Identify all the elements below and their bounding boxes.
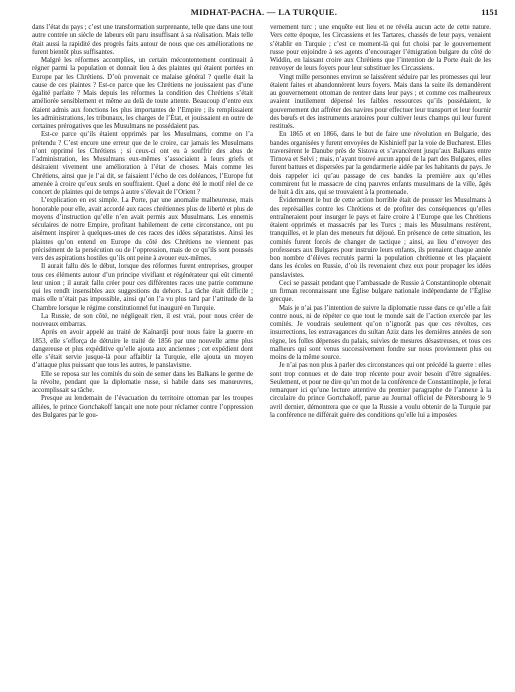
paragraph: vernement turc ; une enquête eut lieu et ne révéla aucun acte de cette nature. Vers cette époque, les Circassiens et les Tartares, chassés de leur pays, venaient s’établir en Turquie ; c’est ce moment-là qui fut choisi par le gouvernement russe pour enjoindre à ses agents d’encourager l’émigration bulgare du côté de Widdin, en laissant croire aux Chrétiens que l’intention de la Porte était de les renvoyer de leurs foyers pour leur substituer les Circassiens. [270,24,491,73]
paragraph: Est-ce parce qu’ils étaient opprimés par les Musulmans, comme on l’a prétendu ? C’est encore une erreur que de le croire, car jamais les Musulmans n’ont opprimé les Chrétiens ; si ceux-ci ont eu à souffrir des abus de l’administration, les Musulmans eux-mêmes s’associaient à leurs griefs et désiraient vivement une amélioration à l’état de choses. Mais comme les Chrétiens, ainsi que je l’ai dit, se faisaient l’écho de ces doléances, l’Europe fut amenée à croire qu’eux seuls en souffraient. Quel a donc été le motif réel de ce concert de plaintes qui de temps à autre s’élevait de l’Orient ? [32,131,253,196]
paragraph: Elle se reposa sur les comités du soin de semer dans les Balkans le germe de la révolte, pendant que la diplomatie russe, si habile dans ses manœuvres, accomplissait sa tâche. [32,370,253,394]
paragraph: Je n’ai pas non plus à parler des circonstances qui ont précédé la guerre : elles sont trop connues et de date trop récente pour avoir besoin d’être signalées. Seulement, et pour ne dire qu’un mot de la conférence de Constantinople, je ferai remarquer ici qu’une lecture attentive du premier paragraphe de l’annexe à la circulaire du prince Gortchakoff, parue au Journal officiel de Pétersbourg le 9 avril dernier, démontrera que ce que la Russie a voulu obtenir de la Turquie par la conférence ne différait guère des conditions qu’elle lui a imposées [270,362,491,419]
paragraph: Vingt mille personnes environ se laissèrent séduire par les promesses qui leur étaient faites et abandonnèrent leurs foyers. Mais dans la suite ils demandèrent au gouvernement ottoman de rentrer dans leur pays ; et comme ces malheureux avaient inutilement dépensé les faibles ressources qu’ils possédaient, le gouvernement dut affréter des navires pour effectuer leur transport et leur fournir des bœufs et des instruments aratoires pour cultiver leurs champs qui leur furent restitués. [270,73,491,130]
left-column [32,24,253,684]
paragraph: Évidemment le but de cette action horrible était de pousser les Musulmans à des représailles contre les Chrétiens et de profiter des conséquences qu’elles entraîneraient pour insurger le pays et faire croire à l’Europe que les Chrétiens étaient opprimés et massacrés par les Turcs ; mais les Musulmans restèrent, tranquilles, et le plan des meneurs fut déjoué. En présence de cette situation, les comités furent forcés de changer de tactique ; ainsi, au lieu d’envoyer des professeurs aux Bulgares pour instruire leurs enfants, ils prenaient chaque année bon nombre d’élèves recrutés parmi la population chrétienne et les plaçaient dans les écoles en Russie, d’où ils revenaient chez eux pour propager les idées panslavistes. [270,197,491,279]
paragraph: La Russie, de son côté, ne négligeait rien, il est vrai, pour nous créer de nouveaux embarras. [32,312,253,328]
page-number: 1151 [481,7,498,17]
running-title: MIDHAT-PACHA. — LA TURQUIE. [190,7,338,17]
paragraph: Il aurait fallu dès le début, lorsque des réformes furent entreprises, grouper tous ces éléments autour d’un principe vivifiant et régénérateur qui eût cimenté leur union ; il aurait fallu créer pour ces différentes races une patrie commune qui les rendît insensibles aux suggestions du dehors. La tâche était difficile ; mais elle n’était pas impossible, ainsi qu’on l’a vu plus tard par l’attitude de la Chambre lorsque le régime constitutionnel fut inauguré en Turquie. [32,263,253,312]
paragraph: dans l’état du pays ; c’est une transformation surprenante, telle que dans une tout autre contrée un siècle de labeurs eût paru insuffisant à sa réalisation. Mais telle était aussi la rapidité des progrès faits autour de nous que ces améliorations ne furent bientôt plus suffisantes. [32,24,253,56]
paragraph: Mais je n’ai pas l’intention de suivre la diplomatie russe dans ce qu’elle a fait contre nous, ni de répéter ce que tout le monde sait de l’action exercée par les comités. Je voudrais seulement qu’on n’ignorât pas que ces révoltes, ces insurrections, les extravagances du sultan Aziz dans les dernières années de son règne, les folles dépenses du palais, suivies de mesures désastreuses, et tous ces malheurs qui sont venus successivement fondre sur nous proviennent plus ou moins de la même source. [270,304,491,361]
paragraph: Ceci se passait pendant que l’ambassade de Russie à Constantinople obtenait un firman reconnaissant une Église bulgare nationale indépendante de l’Église grecque. [270,279,491,304]
right-column [270,24,491,684]
running-header [30,7,498,19]
paragraph: En 1865 et en 1866, dans le but de faire une révolution en Bulgarie, des bandes organisées y furent envoyées de Kishinieff par la voie de Bucharest. Elles traversèrent le Danube près de Sistova et s’avancèrent jusqu’aux Balkans entre Tirnova et Selvi ; mais, n’ayant trouvé aucun appui de la part des Bulgares, elles furent battues et dispersées par la gendarmerie aidée par les habitants du pays. Je dois rappeler ici qu’au passage de ces bandes la première aux qu’elles commirent fut le massacre de cinq pauvres enfants musulmans de la ville, âgés de huit à dix ans, qui se trouvaient à la promenade. [270,131,491,196]
paragraph: Presque au lendemain de l’évacuation du territoire ottoman par les troupes alliées, le prince Gortchakoff lançait une note pour réclamer contre l’oppression des Bulgares par le gou- [32,395,253,419]
paragraph: Après en avoir appelé au traité de Kaïnardji pour nous faire la guerre en 1853, elle s’efforça de détruire le traité de 1856 par une nouvelle arme plus dangereuse et plus expéditive qu’elle ajouta aux anciennes ; cet expédient dont elle s’était servie jusque-là pour affaiblir la Turquie, elle ajouta un moyen d’attaque plus puissant que tous les autres, le panslavisme. [32,329,253,370]
paragraph: L’explication en est simple. La Porte, par une anomalie malheureuse, mais honorable pour elle, avait accordé aux races chrétiennes plus de liberté et plus de moyens d’instruction qu’elle n’en avait permis aux Musulmans. Les ennemis séculaires de notre Empire, profitant habilement de cette circonstance, ont pu aisément inspirer à quelques-unes de ces races des idées séparatistes. Ainsi les plaintes qu’on entend en Europe du côté des Chrétiens ne viennent pas précisément de la persécution ou de l’oppression, mais de ce qu’ils sont poussés vers des aspirations hostiles qu’ils ont peine à avouer eux-mêmes. [32,197,253,262]
paragraph: Malgré les réformes accomplies, un certain mécontentement continuait à régner parmi la population et donnait lieu à des plaintes qui étaient portées en Europe par les Chrétiens. D’où provenait ce malaise général ? quelle était la cause de ces plaintes ? Est-ce parce que les Chrétiens ne jouissaient pas d’une égalité parfaite ? Mais depuis les réformes la condition des Chrétiens s’était améliorée sensiblement et même au delà de toute attente. Beaucoup d’entre eux étaient admis aux fonctions les plus importantes de l’Empire ; ils remplissaient les administrations, les tribunaux, les charges de l’État, et jouissaient en outre de certaines prérogatives que les Musulmans ne possédaient pas. [32,57,253,130]
